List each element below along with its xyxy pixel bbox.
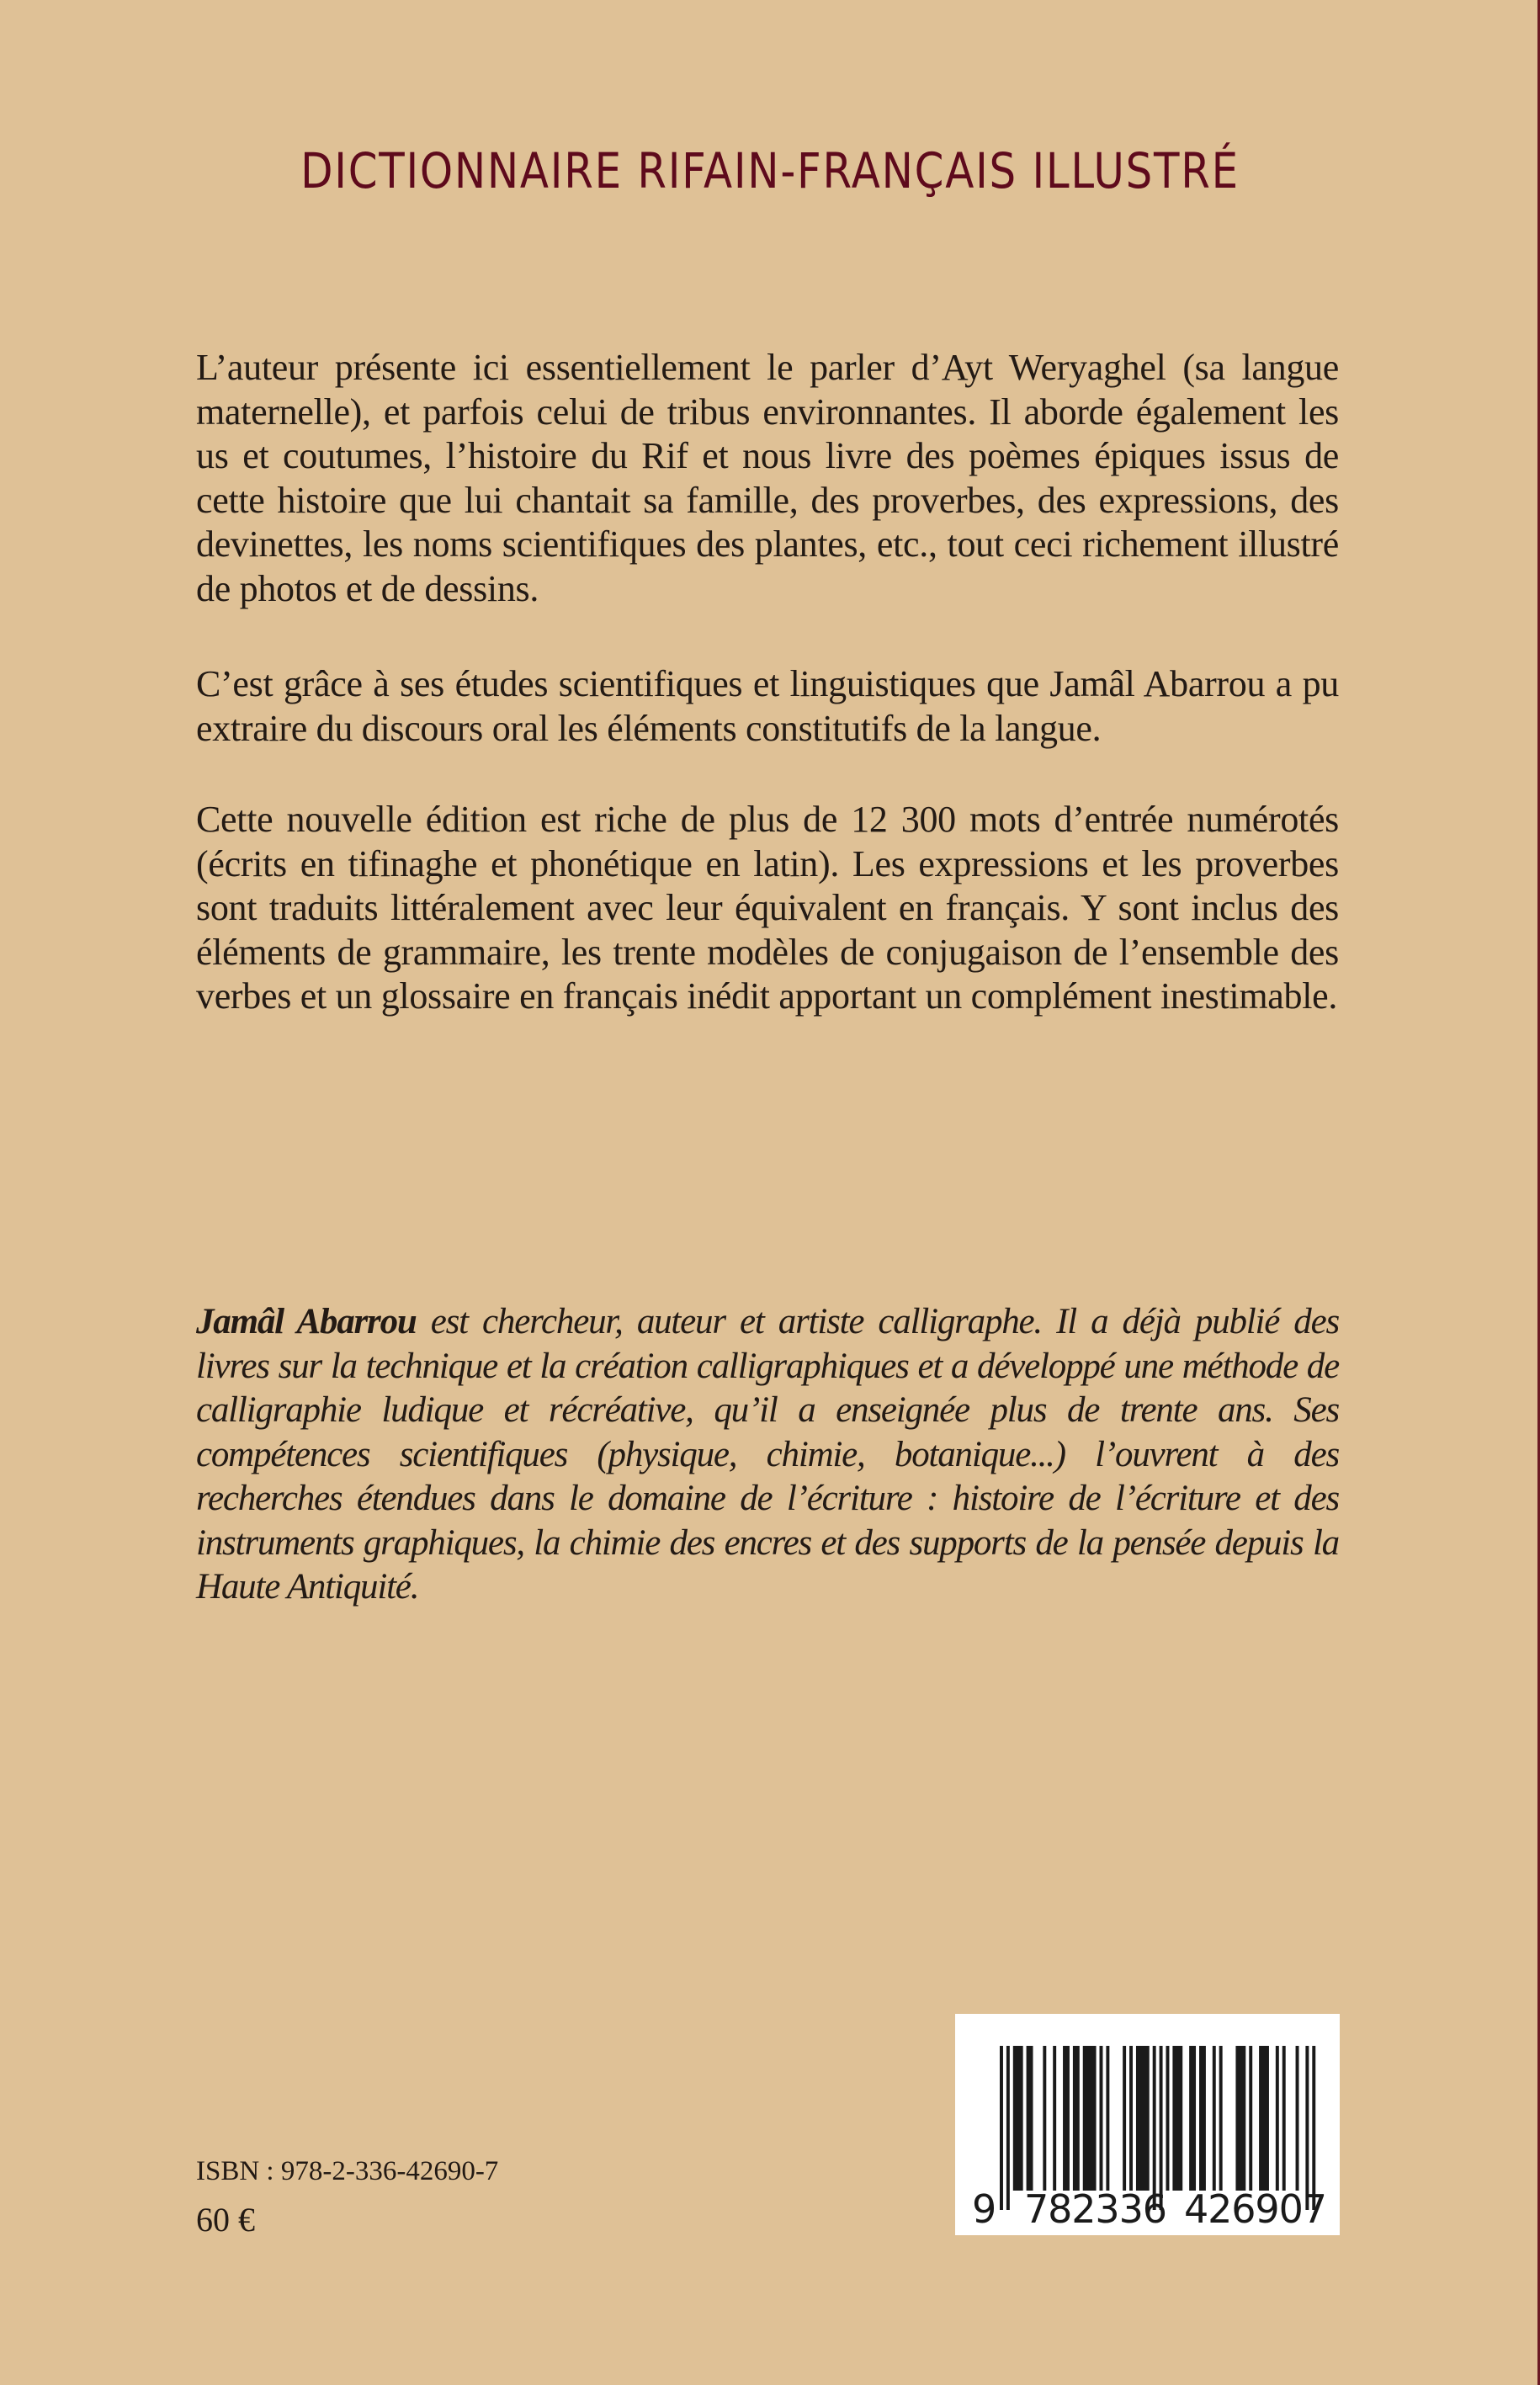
barcode-bar	[1172, 2046, 1182, 2191]
barcode-right-digits: 426907	[1184, 2186, 1327, 2232]
barcode-bar	[1166, 2046, 1170, 2191]
barcode-bar	[1043, 2046, 1046, 2191]
barcode-bar	[1259, 2046, 1269, 2191]
barcode-bar	[1276, 2046, 1279, 2191]
barcode-bar	[1129, 2046, 1133, 2191]
description-paragraph-1	[196, 346, 1339, 611]
barcode-bar	[1189, 2046, 1196, 2191]
barcode-guard-bar	[1305, 2046, 1309, 2210]
barcode-bar	[1083, 2046, 1097, 2191]
author-bio-body: est chercheur, auteur et artiste calligraphe. Il a déjà publié des livres sur la technique et la création calligraphiques et a développé une méthode de calligraphie ludique et récréative, qu’il a enseignée plus de trente ans. Ses compétences scientifiques (physique, chimie, botanique...) l’ouvrent à des recherches étendues dans le domaine de l’écriture : histoire de l’écriture et des instruments graphiques, la chimie des encres et des supports de la pensée depuis la Haute Antiquité.	[196, 1302, 1339, 1607]
barcode-bar	[1123, 2046, 1126, 2191]
description-paragraph-3	[196, 798, 1339, 1019]
author-name: Jamâl Abarrou	[196, 1302, 417, 1341]
barcode-bar	[1282, 2046, 1286, 2191]
barcode-guard-bar	[1153, 2046, 1156, 2210]
barcode-bar	[1063, 2046, 1070, 2191]
barcode-bar	[1073, 2046, 1080, 2191]
barcode-guard-bar	[1312, 2046, 1315, 2210]
barcode-guard-bar	[1006, 2046, 1010, 2210]
price-label: 60 €	[196, 2201, 255, 2239]
barcode-bar	[1213, 2046, 1216, 2191]
barcode-bar	[1053, 2046, 1056, 2191]
barcode-guard-bar	[1000, 2046, 1003, 2210]
barcode-graphic	[955, 2014, 1340, 2235]
barcode-bar	[1027, 2046, 1033, 2191]
author-bio	[196, 1300, 1339, 1610]
description-text: C’est grâce à ses études scientifiques et linguistiques que Jamâl Abarrou a pu extraire du discours oral les éléments constitutifs de la langue.	[196, 663, 1339, 749]
barcode-bar	[1296, 2046, 1299, 2191]
barcode-bar	[1106, 2046, 1109, 2191]
barcode-bar	[1219, 2046, 1223, 2191]
isbn-label: ISBN : 978-2-336-42690-7	[196, 2156, 499, 2186]
description-text: Cette nouvelle édition est riche de plus de 12 300 mots d’entrée numérotés (écrits en tifinaghe et phonétique en latin). Les expressions et les proverbes sont traduits littéralement avec leur équivalent en français. Y sont inclus des éléments de grammaire, les trente modèles de conjugaison de l’ensemble des verbes et un glossaire en français inédit apportant un complément inestimable.	[196, 799, 1339, 1017]
barcode-bar	[1199, 2046, 1206, 2191]
book-title: DICTIONNAIRE RIFAIN-FRANÇAIS ILLUSTRÉ	[300, 141, 1240, 199]
barcode-guard-bar	[1160, 2046, 1163, 2210]
author-bio-text	[196, 1300, 1339, 1610]
barcode-first-digit: 9	[972, 2186, 997, 2232]
barcode	[955, 2014, 1340, 2235]
barcode-bar	[1136, 2046, 1150, 2191]
description-text: L’auteur présente ici essentiellement le parler d’Ayt Weryaghel (sa langue maternelle), et parfois celui de tribus environnantes. Il aborde également les us et coutumes, l’histoire du Rif et nous livre des poèmes épiques issus de cette histoire que lui chantait sa famille, des proverbes, des expressions, des devinettes, les noms scientifiques des plantes, etc., tout ceci richement illustré de photos et de dessins.	[196, 347, 1339, 609]
description-paragraph-2	[196, 662, 1339, 751]
barcode-left-digits: 782336	[1024, 2186, 1167, 2232]
barcode-bar	[1013, 2046, 1023, 2191]
barcode-bar	[1235, 2046, 1245, 2191]
barcode-bar	[1249, 2046, 1252, 2191]
barcode-bar	[1100, 2046, 1103, 2191]
